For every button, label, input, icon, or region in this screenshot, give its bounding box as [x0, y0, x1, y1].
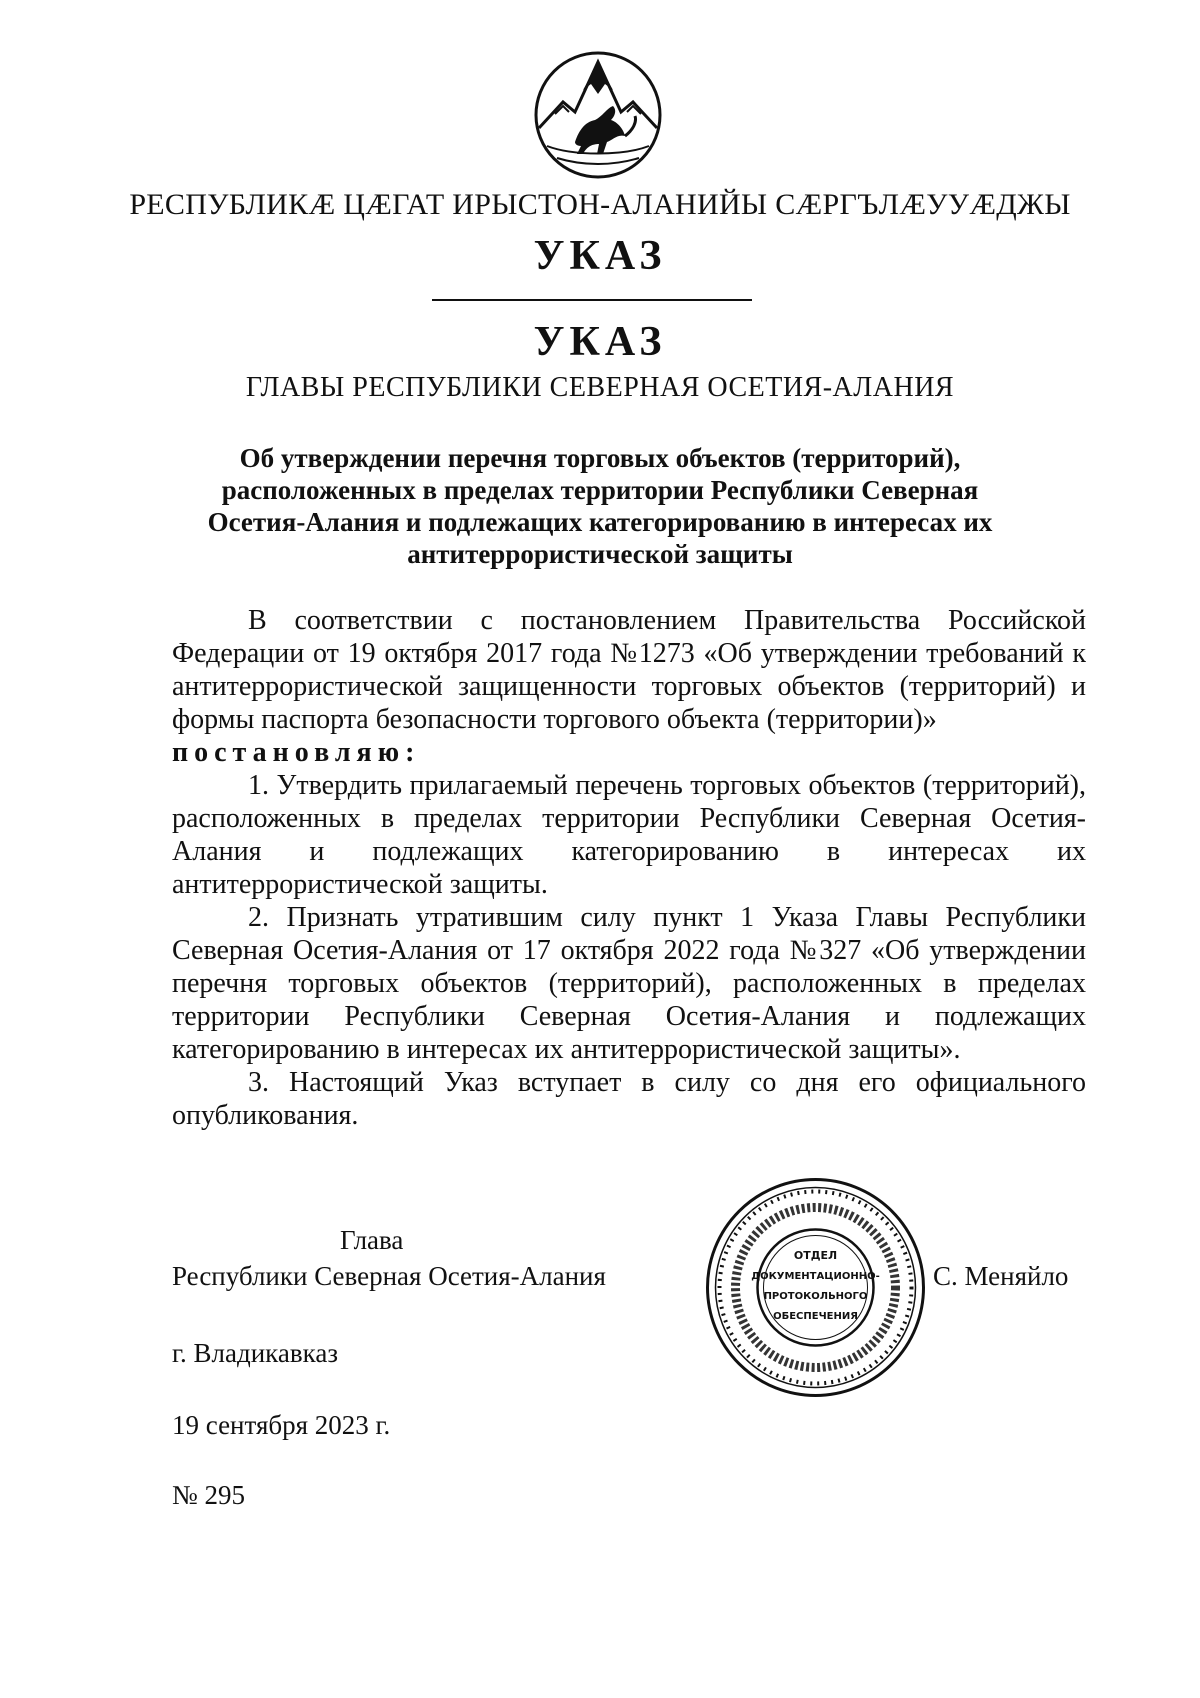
coat-of-arms-emblem — [533, 50, 663, 180]
item-2-paragraph: 2. Признать утратившим силу пункт 1 Указа Главы Республики Северная Осетия-Алания от 17 октября 2022 года №327 «Об утверждении перечня торговых объектов (территорий), расположенных в пределах территории Республики Северная Осетия-Алания и подлежащих категорированию в интересах их антитеррористической защиты». — [172, 902, 1086, 1065]
signatory-organization: Республики Северная Осетия-Алания — [172, 1261, 606, 1291]
item-3-paragraph: 3. Настоящий Указ вступает в силу со дня его официального опубликования. — [172, 1067, 1086, 1131]
item-1-paragraph: 1. Утвердить прилагаемый перечень торговых объектов (территорий), расположенных в пределах территории Республики Северная Осетия-Алания и подлежащих категорированию в интересах их антитеррористической защиты. — [172, 770, 1086, 900]
preamble-paragraph: В соответствии с постановлением Правительства Российской Федерации от 19 октября 2017 года №1273 «Об утверждении требований к антитеррористической защищенности торговых объектов (территорий) и формы паспорта безопасности торгового объекта (территории)» — [172, 605, 1086, 735]
ossetian-doc-type: УКАЗ — [533, 233, 667, 279]
decree-subject: Об утверждении перечня торговых объектов (территорий), расположенных в пределах территории Республики Северная Осетия-Алания и подлежащих категорированию в интересах их антитеррористической защиты — [207, 443, 993, 569]
title-divider — [432, 299, 752, 301]
russian-title: ГЛАВЫ РЕСПУБЛИКИ СЕВЕРНАЯ ОСЕТИЯ-АЛАНИЯ — [245, 372, 955, 403]
resolve-word: постановляю: — [172, 737, 421, 768]
signatory-role: Глава — [340, 1225, 404, 1255]
official-seal-stamp — [703, 1175, 928, 1400]
stamp-line-2: ДОКУМЕНТАЦИОННО- — [751, 1271, 880, 1282]
stamp-line-1: ОТДЕЛ — [793, 1249, 838, 1262]
issue-date: 19 сентября 2023 г. — [172, 1410, 391, 1440]
russian-doc-type: УКАЗ — [533, 319, 667, 365]
signatory-name: С. Меняйло — [933, 1261, 1069, 1291]
stamp-line-3: ПРОТОКОЛЬНОГО — [763, 1291, 868, 1302]
stamp-line-4: ОБЕСПЕЧЕНИЯ — [773, 1311, 858, 1322]
decree-body — [172, 604, 1086, 1132]
ossetian-title: РЕСПУБЛИКÆ ЦÆГАТ ИРЫСТОН-АЛАНИЙЫ СÆРГЪЛÆУУÆДЖЫ — [129, 188, 1071, 221]
decree-number: № 295 — [172, 1480, 246, 1510]
resolve-line — [172, 736, 1086, 769]
issue-city: г. Владикавказ — [172, 1338, 338, 1368]
